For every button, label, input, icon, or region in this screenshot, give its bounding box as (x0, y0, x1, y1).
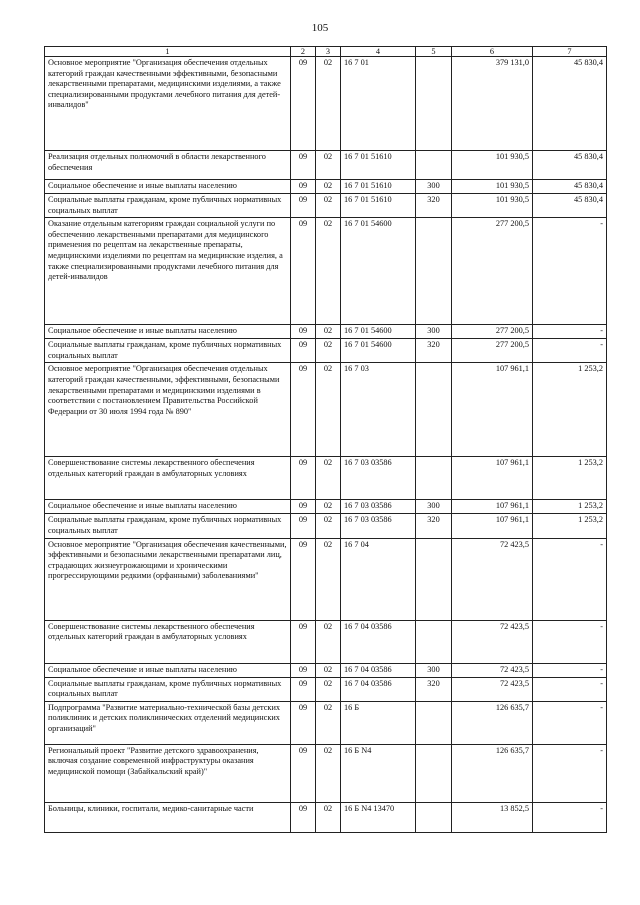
row-target-code: 16 7 01 54600 (341, 218, 416, 325)
row-section: 09 (291, 663, 316, 677)
row-amount: 379 131,0 (452, 57, 533, 151)
row-subsection: 02 (316, 194, 341, 218)
row-subsection: 02 (316, 57, 341, 151)
table-row (45, 218, 607, 325)
row-name: Социальное обеспечение и иные выплаты населению (45, 180, 291, 194)
row-amount-federal: 1 253,2 (533, 514, 607, 538)
row-expense-type (416, 218, 452, 325)
row-section: 09 (291, 677, 316, 701)
row-section: 09 (291, 500, 316, 514)
row-amount-federal: - (533, 339, 607, 363)
row-target-code: 16 7 03 03586 (341, 500, 416, 514)
row-subsection: 02 (316, 620, 341, 663)
row-section: 09 (291, 57, 316, 151)
row-amount-federal: 1 253,2 (533, 363, 607, 457)
row-expense-type: 300 (416, 500, 452, 514)
table-row (45, 180, 607, 194)
row-subsection: 02 (316, 363, 341, 457)
row-name: Основное мероприятие "Организация обеспечения отдельных категорий граждан качественными эффективными, безопасными лекарственными препаратами, медицинскими изделиями, а также специализированными продуктами лечебного питания для детей-инвалидов" (45, 57, 291, 151)
table-row (45, 325, 607, 339)
row-amount-federal: - (533, 744, 607, 802)
table-row (45, 57, 607, 151)
row-name: Социальные выплаты гражданам, кроме публичных нормативных социальных выплат (45, 339, 291, 363)
row-name: Социальные выплаты гражданам, кроме публичных нормативных социальных выплат (45, 194, 291, 218)
row-amount-federal: - (533, 663, 607, 677)
row-name: Основное мероприятие "Организация обеспечения качественными, эффективными и безопасными лекарственными препаратами лиц, страдающих жизнеугрожающими и хроническими прогрессирующими редкими (орфанными) заболеваниями" (45, 538, 291, 620)
row-amount-federal: - (533, 701, 607, 744)
row-amount: 107 961,1 (452, 514, 533, 538)
row-name: Социальное обеспечение и иные выплаты населению (45, 663, 291, 677)
row-subsection: 02 (316, 677, 341, 701)
row-amount: 72 423,5 (452, 538, 533, 620)
row-subsection: 02 (316, 457, 341, 500)
row-target-code: 16 7 04 03586 (341, 663, 416, 677)
row-subsection: 02 (316, 500, 341, 514)
row-subsection: 02 (316, 218, 341, 325)
row-expense-type: 300 (416, 180, 452, 194)
row-target-code: 16 7 01 51610 (341, 180, 416, 194)
row-target-code: 16 7 04 03586 (341, 620, 416, 663)
table-row (45, 500, 607, 514)
row-subsection: 02 (316, 701, 341, 744)
row-expense-type (416, 151, 452, 180)
row-subsection: 02 (316, 180, 341, 194)
row-amount: 72 423,5 (452, 620, 533, 663)
row-expense-type: 320 (416, 514, 452, 538)
row-amount: 107 961,1 (452, 363, 533, 457)
row-amount-federal: 45 830,4 (533, 151, 607, 180)
row-amount: 101 930,5 (452, 180, 533, 194)
row-amount: 107 961,1 (452, 500, 533, 514)
table-body (45, 57, 607, 833)
row-target-code: 16 Б N4 (341, 744, 416, 802)
table-row (45, 363, 607, 457)
row-section: 09 (291, 151, 316, 180)
row-amount-federal: - (533, 802, 607, 832)
row-amount-federal: 1 253,2 (533, 500, 607, 514)
row-name: Социальные выплаты гражданам, кроме публичных нормативных социальных выплат (45, 677, 291, 701)
row-subsection: 02 (316, 802, 341, 832)
row-name: Реализация отдельных полномочий в области лекарственного обеспечения (45, 151, 291, 180)
budget-table (44, 46, 607, 833)
row-target-code: 16 7 04 03586 (341, 677, 416, 701)
row-subsection: 02 (316, 514, 341, 538)
row-amount-federal: - (533, 218, 607, 325)
row-target-code: 16 7 03 03586 (341, 514, 416, 538)
row-amount-federal: 45 830,4 (533, 180, 607, 194)
page-number: 105 (311, 22, 329, 34)
row-amount-federal: - (533, 538, 607, 620)
table-row (45, 744, 607, 802)
row-expense-type: 300 (416, 325, 452, 339)
table-row (45, 538, 607, 620)
row-name: Совершенствование системы лекарственного обеспечения отдельных категорий граждан в амбулаторных условиях (45, 457, 291, 500)
row-section: 09 (291, 744, 316, 802)
header-col-6: 6 (452, 47, 533, 57)
row-section: 09 (291, 194, 316, 218)
row-amount: 277 200,5 (452, 325, 533, 339)
row-subsection: 02 (316, 151, 341, 180)
row-subsection: 02 (316, 339, 341, 363)
row-name: Социальное обеспечение и иные выплаты населению (45, 500, 291, 514)
row-target-code: 16 Б (341, 701, 416, 744)
row-amount-federal: - (533, 325, 607, 339)
row-section: 09 (291, 325, 316, 339)
header-col-4: 4 (341, 47, 416, 57)
row-expense-type (416, 802, 452, 832)
row-target-code: 16 7 01 (341, 57, 416, 151)
row-name: Совершенствование системы лекарственного обеспечения отдельных категорий граждан в амбулаторных условиях (45, 620, 291, 663)
row-amount: 126 635,7 (452, 744, 533, 802)
table-row (45, 151, 607, 180)
row-name: Оказание отдельным категориям граждан социальной услуги по обеспечению лекарственными препаратами для медицинского применения по рецептам на лекарственные препараты, медицинскими изделиями по рецептам на медицинские изделия, а также специализированными продуктами лечебного питания для детей-инвалидов (45, 218, 291, 325)
row-subsection: 02 (316, 663, 341, 677)
row-amount: 72 423,5 (452, 677, 533, 701)
row-name: Подпрограмма "Развитие материально-технической базы детских поликлиник и детских поликлинических отделений медицинских организаций" (45, 701, 291, 744)
header-col-5: 5 (416, 47, 452, 57)
row-subsection: 02 (316, 538, 341, 620)
row-amount-federal: 45 830,4 (533, 57, 607, 151)
row-name: Региональный проект "Развитие детского здравоохранения, включая создание современной инфраструктуры оказания медицинской помощи (Забайкальский край)" (45, 744, 291, 802)
row-name: Больницы, клиники, госпитали, медико-санитарные части (45, 802, 291, 832)
row-target-code: 16 Б N4 13470 (341, 802, 416, 832)
table-row (45, 620, 607, 663)
row-expense-type: 300 (416, 663, 452, 677)
row-target-code: 16 7 01 51610 (341, 151, 416, 180)
row-amount-federal: 1 253,2 (533, 457, 607, 500)
table-row (45, 701, 607, 744)
row-section: 09 (291, 363, 316, 457)
row-expense-type (416, 363, 452, 457)
row-section: 09 (291, 218, 316, 325)
row-section: 09 (291, 514, 316, 538)
row-section: 09 (291, 457, 316, 500)
header-col-1: 1 (45, 47, 291, 57)
row-amount: 126 635,7 (452, 701, 533, 744)
row-amount: 277 200,5 (452, 218, 533, 325)
row-amount: 277 200,5 (452, 339, 533, 363)
table-row (45, 514, 607, 538)
table-row (45, 802, 607, 832)
header-row (45, 47, 607, 57)
row-section: 09 (291, 701, 316, 744)
row-expense-type (416, 538, 452, 620)
row-section: 09 (291, 180, 316, 194)
row-section: 09 (291, 802, 316, 832)
table-row (45, 677, 607, 701)
table-row (45, 663, 607, 677)
row-expense-type: 320 (416, 677, 452, 701)
row-target-code: 16 7 03 (341, 363, 416, 457)
row-amount: 101 930,5 (452, 194, 533, 218)
table-row (45, 457, 607, 500)
row-expense-type: 320 (416, 339, 452, 363)
row-expense-type (416, 744, 452, 802)
row-target-code: 16 7 01 54600 (341, 325, 416, 339)
row-expense-type (416, 620, 452, 663)
row-target-code: 16 7 01 51610 (341, 194, 416, 218)
row-target-code: 16 7 03 03586 (341, 457, 416, 500)
row-section: 09 (291, 339, 316, 363)
row-target-code: 16 7 01 54600 (341, 339, 416, 363)
row-subsection: 02 (316, 325, 341, 339)
row-target-code: 16 7 04 (341, 538, 416, 620)
header-col-2: 2 (291, 47, 316, 57)
row-name: Социальное обеспечение и иные выплаты населению (45, 325, 291, 339)
row-section: 09 (291, 538, 316, 620)
table-row (45, 194, 607, 218)
row-section: 09 (291, 620, 316, 663)
row-expense-type (416, 457, 452, 500)
row-amount: 101 930,5 (452, 151, 533, 180)
row-amount: 13 852,5 (452, 802, 533, 832)
row-subsection: 02 (316, 744, 341, 802)
row-amount: 72 423,5 (452, 663, 533, 677)
row-expense-type (416, 57, 452, 151)
header-col-7: 7 (533, 47, 607, 57)
row-amount-federal: - (533, 677, 607, 701)
row-expense-type (416, 701, 452, 744)
row-name: Основное мероприятие "Организация обеспечения отдельных категорий граждан качественными, эффективными, безопасными лекарственными препаратами и медицинскими изделиями в соответствии с постановлением Правительства Российской Федерации от 30 июля 1994 года № 890" (45, 363, 291, 457)
row-amount-federal: - (533, 620, 607, 663)
row-amount: 107 961,1 (452, 457, 533, 500)
table-row (45, 339, 607, 363)
row-amount-federal: 45 830,4 (533, 194, 607, 218)
row-expense-type: 320 (416, 194, 452, 218)
header-col-3: 3 (316, 47, 341, 57)
row-name: Социальные выплаты гражданам, кроме публичных нормативных социальных выплат (45, 514, 291, 538)
